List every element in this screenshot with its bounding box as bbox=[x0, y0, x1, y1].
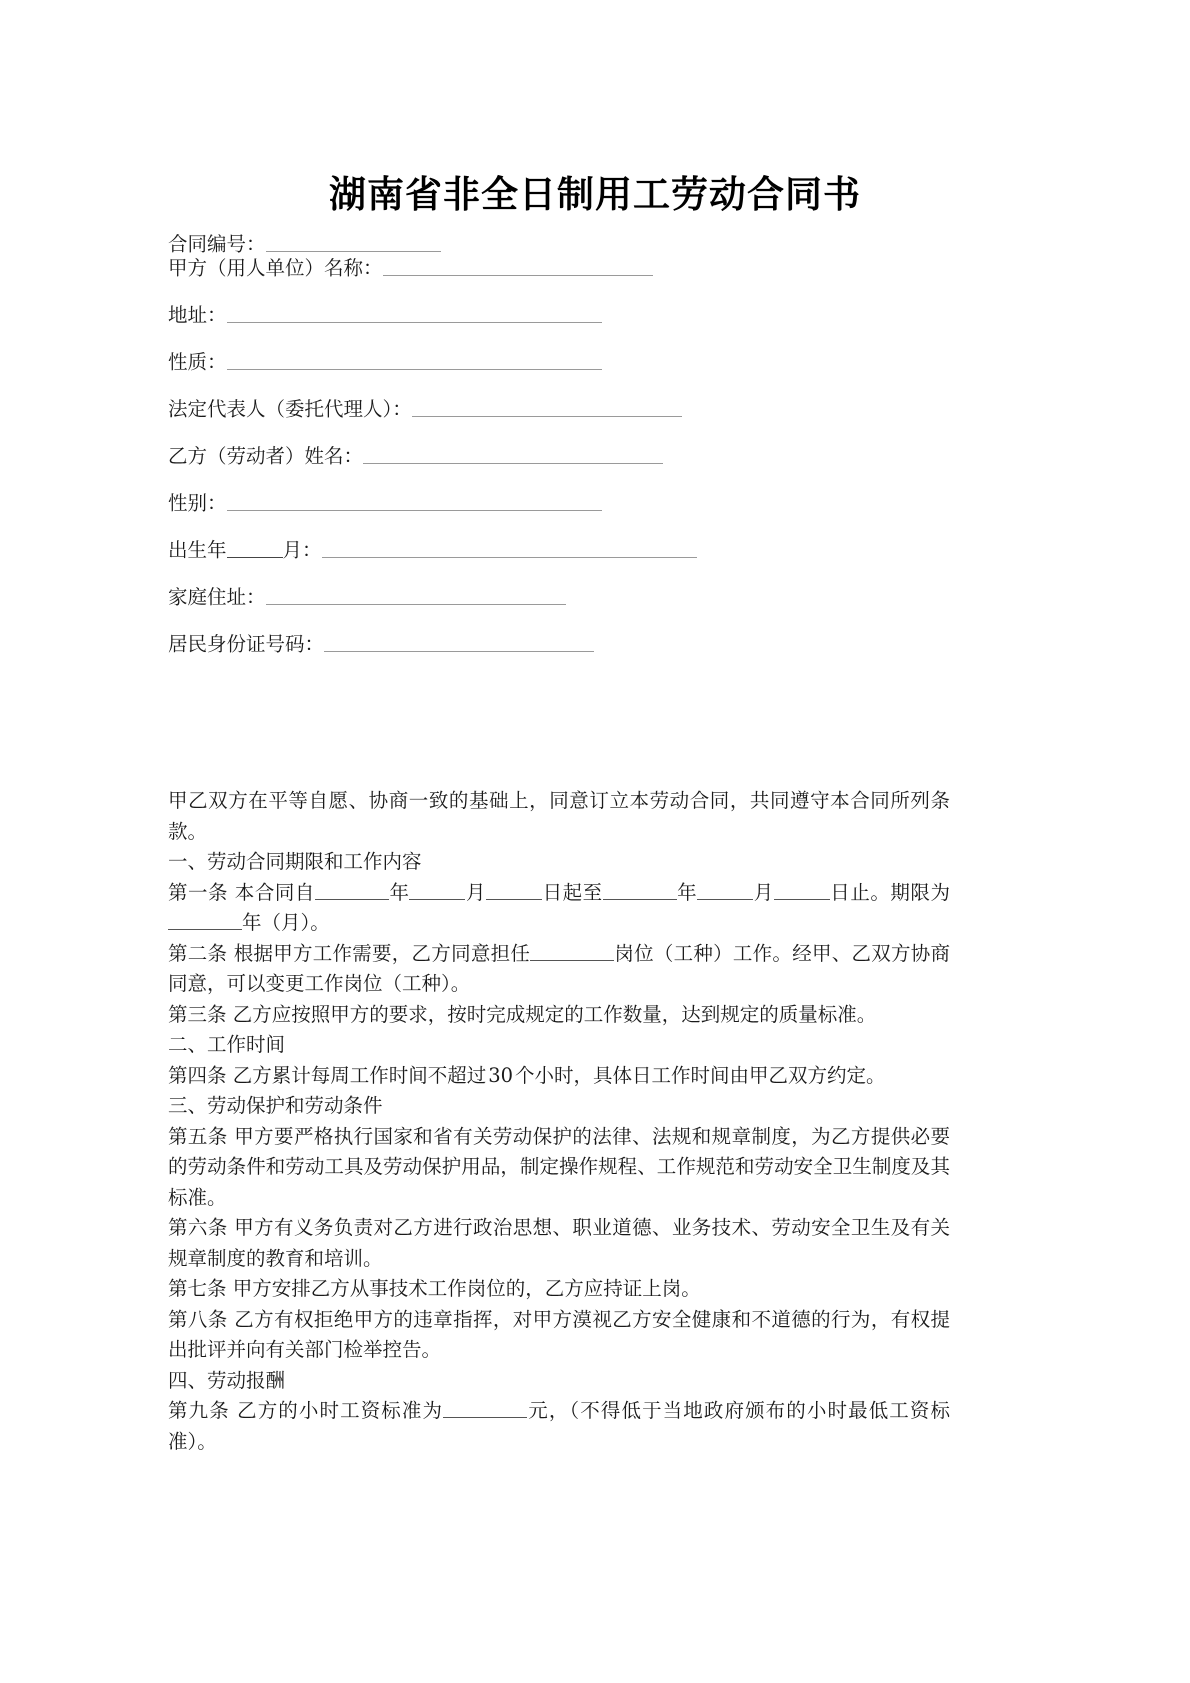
clause-1-blank-end-year[interactable] bbox=[603, 880, 677, 900]
form-row-birth-date bbox=[168, 538, 968, 560]
form-row-legal-representative bbox=[168, 397, 968, 419]
field-label-legal-representative: 法定代表人（委托代理人）： bbox=[168, 397, 412, 421]
clause-8: 第八条 乙方有权拒绝甲方的违章指挥，对甲方漠视乙方安全健康和不道德的行为，有权提出批评并向有关部门检举控告。 bbox=[168, 1307, 950, 1361]
clause-1 bbox=[168, 878, 950, 939]
form-row-contract-number bbox=[168, 232, 968, 254]
field-label-contract-number: 合同编号： bbox=[168, 232, 266, 256]
field-blank-gender[interactable] bbox=[227, 491, 602, 511]
clause-1-text-e: 年 bbox=[676, 880, 698, 904]
section-heading-3: 三、劳动保护和劳动条件 bbox=[168, 1094, 383, 1117]
clause-1-text-h: 年（月）。 bbox=[242, 911, 330, 934]
form-fields-section bbox=[168, 232, 968, 654]
clause-1-blank-start-year[interactable] bbox=[315, 880, 389, 900]
clause-1-text-f: 月 bbox=[753, 880, 774, 904]
form-row-employer-name bbox=[168, 256, 968, 278]
field-blank-employee-name[interactable] bbox=[363, 444, 663, 464]
clause-1-blank-start-day[interactable] bbox=[486, 880, 542, 900]
clause-4-hours-value: 30 bbox=[488, 1063, 514, 1087]
paragraph-preamble: 甲乙双方在平等自愿、协商一致的基础上，同意订立本劳动合同，共同遵守本合同所列条款。 bbox=[168, 789, 950, 843]
clause-4-text-a: 第四条 乙方累计每周工作时间不超过 bbox=[168, 1063, 487, 1087]
clause-1-text-d: 日起至 bbox=[542, 880, 603, 904]
field-label-birth-month: 月： bbox=[282, 538, 322, 562]
clause-2 bbox=[168, 939, 950, 1000]
clause-4 bbox=[168, 1061, 950, 1092]
field-blank-birth-month[interactable] bbox=[322, 538, 697, 558]
clause-2-text-b: 岗位（工种）工作。经甲、乙双方协商同意，可以变更工作岗位（工种）。 bbox=[168, 941, 950, 995]
field-blank-contract-number[interactable] bbox=[266, 232, 441, 252]
clause-1-text-a: 第一条 本合同自 bbox=[168, 880, 315, 904]
clause-5: 第五条 甲方要严格执行国家和省有关劳动保护的法律、法规和规章制度，为乙方提供必要的劳动条件和劳动工具及劳动保护用品，制定操作规程、工作规范和劳动安全卫生制度及其标准。 bbox=[168, 1124, 950, 1209]
section-heading-4: 四、劳动报酬 bbox=[168, 1368, 286, 1392]
clause-1-text-c: 月 bbox=[465, 880, 487, 904]
section-heading-2: 二、工作时间 bbox=[168, 1033, 286, 1056]
field-blank-birth-year[interactable] bbox=[227, 538, 283, 558]
field-label-gender: 性别： bbox=[168, 491, 227, 515]
clause-9-blank-hourly-wage[interactable] bbox=[443, 1398, 527, 1418]
clause-9-text-a: 第九条 乙方的小时工资标准为 bbox=[168, 1399, 444, 1422]
field-label-employer-name: 甲方（用人单位）名称： bbox=[168, 256, 383, 280]
clause-1-text-g: 日止。期限为 bbox=[829, 880, 950, 904]
clause-1-blank-end-month[interactable] bbox=[697, 880, 753, 900]
form-row-id-number bbox=[168, 632, 968, 654]
clause-4-text-b: 个小时，具体日工作时间由甲乙双方约定。 bbox=[515, 1063, 886, 1087]
clause-9 bbox=[168, 1396, 950, 1457]
field-blank-id-number[interactable] bbox=[324, 632, 594, 652]
clause-1-text-b: 年 bbox=[388, 880, 410, 904]
field-label-home-address: 家庭住址： bbox=[168, 585, 266, 609]
clause-2-blank-position[interactable] bbox=[530, 941, 614, 961]
clause-9-text-b: 元，（不得低于当地政府颁布的小时最低工资标准）。 bbox=[168, 1399, 950, 1453]
form-row-address bbox=[168, 303, 968, 325]
form-row-employee-name bbox=[168, 444, 968, 466]
field-label-id-number: 居民身份证号码： bbox=[168, 632, 325, 656]
field-label-employee-name: 乙方（劳动者）姓名： bbox=[168, 444, 364, 468]
form-row-nature bbox=[168, 350, 968, 372]
field-blank-nature[interactable] bbox=[227, 350, 602, 370]
clause-2-text-a: 第二条 根据甲方工作需要，乙方同意担任 bbox=[168, 941, 531, 965]
section-heading-1: 一、劳动合同期限和工作内容 bbox=[168, 850, 422, 873]
field-blank-employer-name[interactable] bbox=[383, 256, 653, 276]
clause-1-blank-duration[interactable] bbox=[168, 910, 242, 930]
field-blank-home-address[interactable] bbox=[266, 585, 566, 605]
contract-body bbox=[168, 786, 950, 1457]
clause-6: 第六条 甲方有义务负责对乙方进行政治思想、职业道德、业务技术、劳动安全卫生及有关规章制度的教育和培训。 bbox=[168, 1216, 950, 1270]
field-label-nature: 性质： bbox=[168, 350, 227, 374]
form-row-home-address bbox=[168, 585, 968, 607]
field-label-birth-year: 出生年 bbox=[168, 538, 227, 562]
field-blank-address[interactable] bbox=[227, 303, 602, 323]
clause-1-blank-start-month[interactable] bbox=[409, 880, 465, 900]
field-blank-legal-representative[interactable] bbox=[412, 397, 682, 417]
form-row-gender bbox=[168, 491, 968, 513]
clause-1-blank-end-day[interactable] bbox=[774, 880, 830, 900]
clause-7: 第七条 甲方安排乙方从事技术工作岗位的，乙方应持证上岗。 bbox=[168, 1277, 701, 1300]
document-title: 湖南省非全日制用工劳动合同书 bbox=[329, 172, 861, 216]
field-label-address: 地址： bbox=[168, 303, 227, 327]
clause-3: 第三条 乙方应按照甲方的要求，按时完成规定的工作数量，达到规定的质量标准。 bbox=[168, 1002, 877, 1026]
